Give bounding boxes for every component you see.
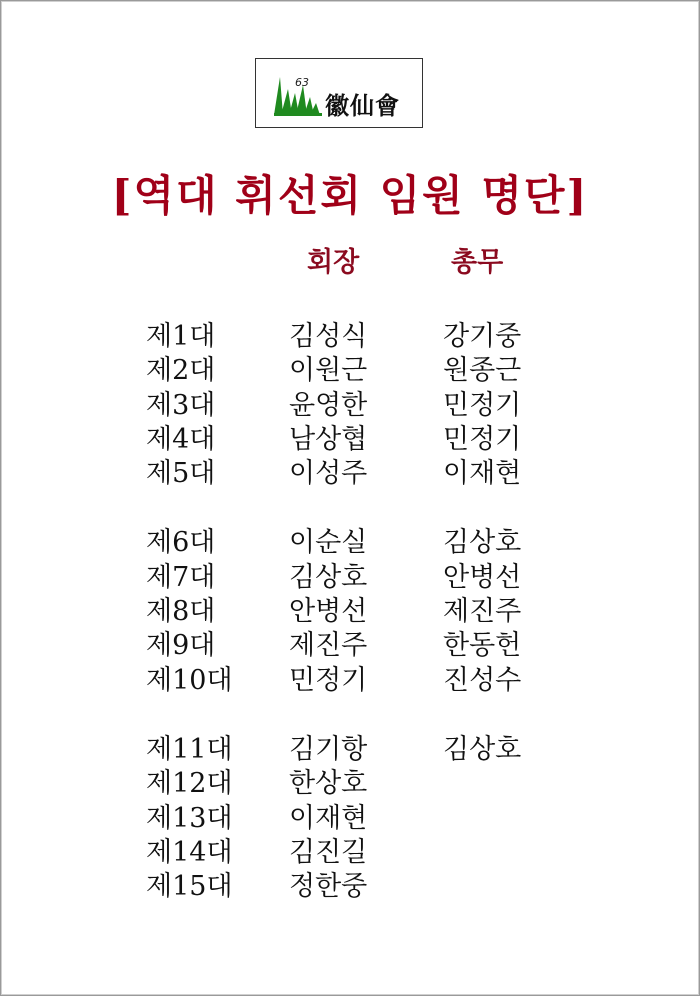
table-row [0,796,700,834]
president-name: 이성주 [289,458,368,489]
table-row [0,451,700,489]
page-title: [역대 휘선회 임원 명단] [111,171,589,220]
secretary-name: 진성수 [443,665,522,696]
term-label: 제1대 [146,321,216,352]
secretary-name: 제진주 [443,596,522,627]
table-row [0,417,700,455]
term-label: 제6대 [146,527,216,558]
secretary-name: 강기중 [443,321,522,352]
president-name: 김진길 [289,837,368,868]
president-name: 김상호 [289,562,368,593]
logo-text: 徽仙會 [325,91,400,120]
term-label: 제12대 [146,768,233,799]
secretary-name: 민정기 [443,390,522,421]
table-row [0,623,700,661]
header-secretary: 총무 [451,247,504,278]
term-label: 제10대 [146,665,233,696]
term-label: 제3대 [146,390,216,421]
term-label: 제14대 [146,837,233,868]
term-label: 제7대 [146,562,216,593]
president-name: 안병선 [289,596,368,627]
table-row [0,658,700,696]
logo-number: 63 [295,76,309,89]
president-name: 민정기 [289,665,368,696]
term-label: 제5대 [146,458,216,489]
secretary-name: 김상호 [443,734,522,765]
president-name: 이원근 [289,355,368,386]
table-row [0,555,700,593]
president-name: 김성식 [289,321,368,352]
president-name: 한상호 [289,768,368,799]
term-label: 제15대 [146,871,233,902]
table-row [0,864,700,902]
secretary-name: 한동헌 [443,630,522,661]
president-name: 이재현 [289,803,368,834]
term-label: 제2대 [146,355,216,386]
term-label: 제9대 [146,630,216,661]
president-name: 윤영한 [289,390,368,421]
term-label: 제8대 [146,596,216,627]
logo [255,58,423,128]
secretary-name: 민정기 [443,424,522,455]
header-president: 회장 [307,247,360,278]
term-label: 제11대 [146,734,233,765]
secretary-name: 원종근 [443,355,522,386]
secretary-name: 이재현 [443,458,522,489]
table-row [0,727,700,765]
president-name: 남상협 [289,424,368,455]
president-name: 김기항 [289,734,368,765]
table-row [0,830,700,868]
president-name: 정한중 [289,871,368,902]
table-row [0,589,700,627]
president-name: 제진주 [289,630,368,661]
table-row [0,383,700,421]
term-label: 제4대 [146,424,216,455]
secretary-name: 안병선 [443,562,522,593]
secretary-name: 김상호 [443,527,522,558]
table-row [0,314,700,352]
table-row [0,761,700,799]
table-row [0,520,700,558]
term-label: 제13대 [146,803,233,834]
table-row [0,348,700,386]
president-name: 이순실 [289,527,368,558]
